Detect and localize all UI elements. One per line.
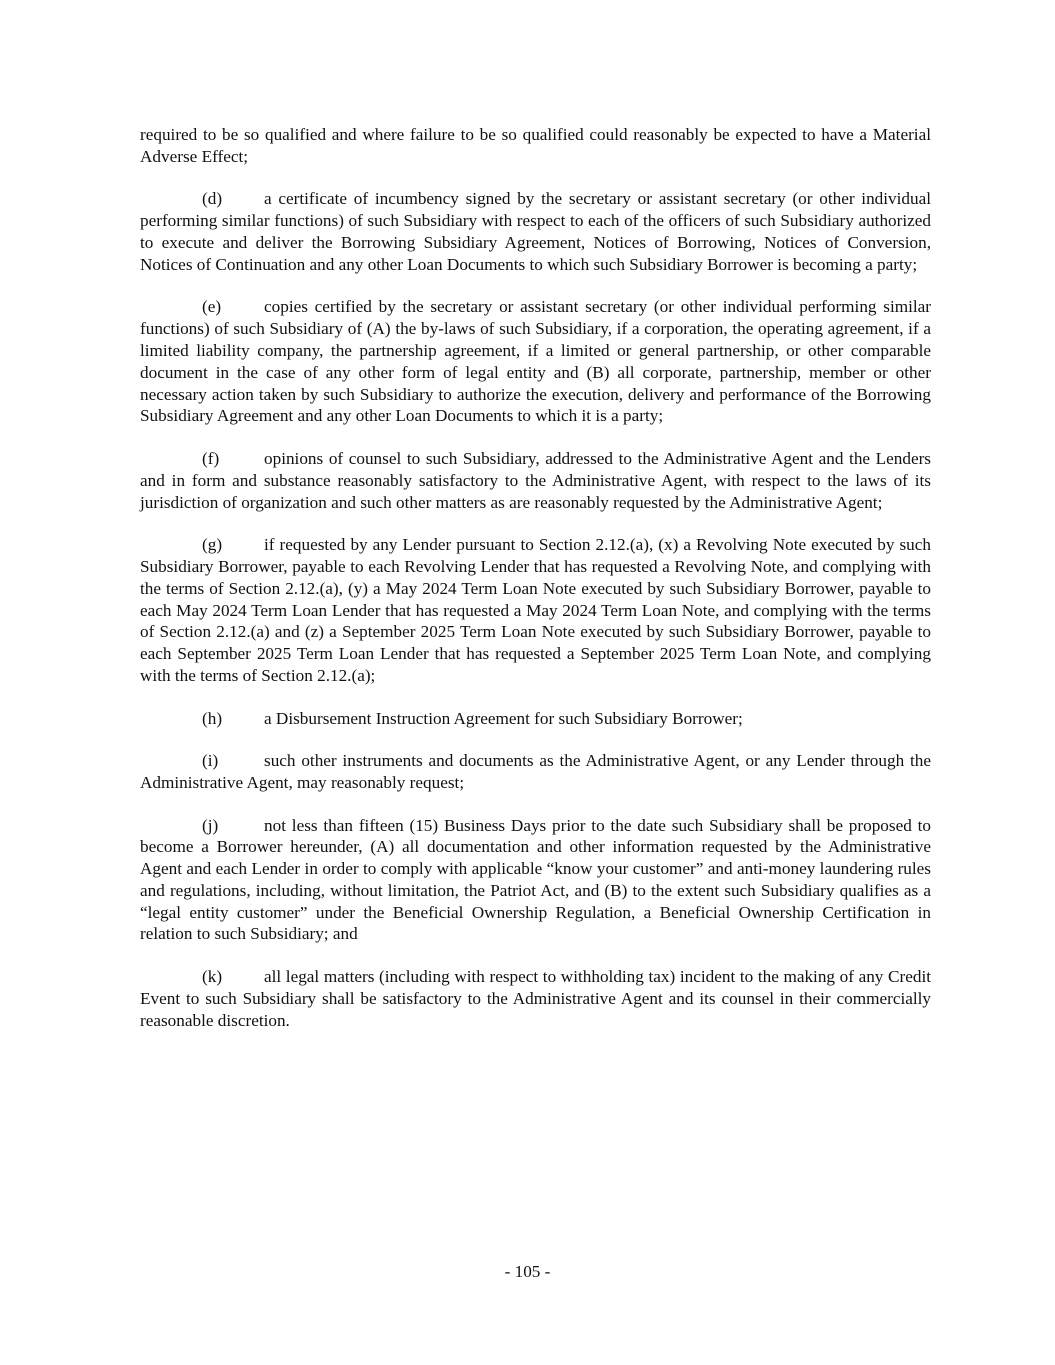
page-number: - 105 -	[504, 1262, 551, 1281]
item-text: not less than fifteen (15) Business Days prior to the date such Subsidiary shall be proposed to become a Borrower hereunder, (A) all documentation and other information requested by the Administrative Agent and each Lender in order to comply with applicable “know your customer” and anti-money laundering rules and regulations, including, without limitation, the Patriot Act, and (B) to the extent such Subsidiary qualifies as a “legal entity customer” under the Beneficial Ownership Regulation, a Beneficial Ownership Certification in relation to such Subsidiary; and	[140, 815, 931, 944]
item-text: such other instruments and documents as the Administrative Agent, or any Lender through the Administrative Agent, may reasonably request;	[140, 751, 931, 792]
item-label: (k)	[202, 967, 223, 987]
list-item-k	[140, 966, 931, 1031]
item-text: if requested by any Lender pursuant to Section 2.12.(a), (x) a Revolving Note executed by such Subsidiary Borrower, payable to each Revolving Lender that has requested a Revolving Note, and complying with the terms of Section 2.12.(a), (y) a May 2024 Term Loan Note executed by such Subsidiary Borrower, payable to each May 2024 Term Loan Lender that has requested a May 2024 Term Loan Note, and complying with the terms of Section 2.12.(a) and (z) a September 2025 Term Loan Note executed by such Subsidiary Borrower, payable to each September 2025 Term Loan Lender that has requested a September 2025 Term Loan Note, and complying with the terms of Section 2.12.(a);	[140, 535, 931, 685]
item-label: (i)	[202, 751, 219, 771]
item-label: (g)	[202, 535, 223, 555]
document-body	[140, 124, 931, 1052]
list-item-f	[140, 448, 931, 513]
list-item-d	[140, 188, 931, 275]
item-text: all legal matters (including with respect to withholding tax) incident to the making of any Credit Event to such Subsidiary shall be satisfactory to the Administrative Agent and its counsel in their commercially reasonable discretion.	[140, 967, 931, 1030]
item-label: (j)	[202, 815, 219, 835]
item-text: opinions of counsel to such Subsidiary, addressed to the Administrative Agent and the Lenders and in form and substance reasonably satisfactory to the Administrative Agent, with respect to the laws of its jurisdiction of organization and such other matters as are reasonably requested by the Administrative Agent;	[140, 448, 931, 512]
list-item-g	[140, 534, 931, 687]
item-label: (d)	[202, 189, 223, 209]
list-item-e	[140, 296, 931, 427]
list-item-i	[140, 750, 931, 794]
item-text: copies certified by the secretary or assistant secretary (or other individual performing similar functions) of such Subsidiary of (A) the by-laws of such Subsidiary, if a corporation, the operating agreement, if a limited liability company, the partnership agreement, if a limited or general partnership, or other comparable document in the case of any other form of legal entity and (B) all corporate, partnership, member or other necessary action taken by such Subsidiary to authorize the execution, delivery and performance of the Borrowing Subsidiary Agreement and any other Loan Documents to which it is a party;	[140, 297, 931, 426]
item-label: (e)	[202, 297, 222, 317]
item-label: (h)	[202, 708, 223, 728]
item-text: a Disbursement Instruction Agreement for such Subsidiary Borrower;	[264, 708, 743, 728]
item-text: a certificate of incumbency signed by the secretary or assistant secretary (or other individual performing similar functions) of such Subsidiary with respect to each of the officers of such Subsidiary authorized to execute and deliver the Borrowing Subsidiary Agreement, Notices of Borrowing, Notices of Conversion, Notices of Continuation and any other Loan Documents to which such Subsidiary Borrower is becoming a party;	[140, 189, 931, 274]
list-item-h	[140, 708, 931, 730]
list-item-j	[140, 815, 931, 946]
continuation-paragraph: required to be so qualified and where failure to be so qualified could reasonably be expected to have a Material Adverse Effect;	[140, 125, 931, 166]
item-label: (f)	[202, 448, 220, 468]
